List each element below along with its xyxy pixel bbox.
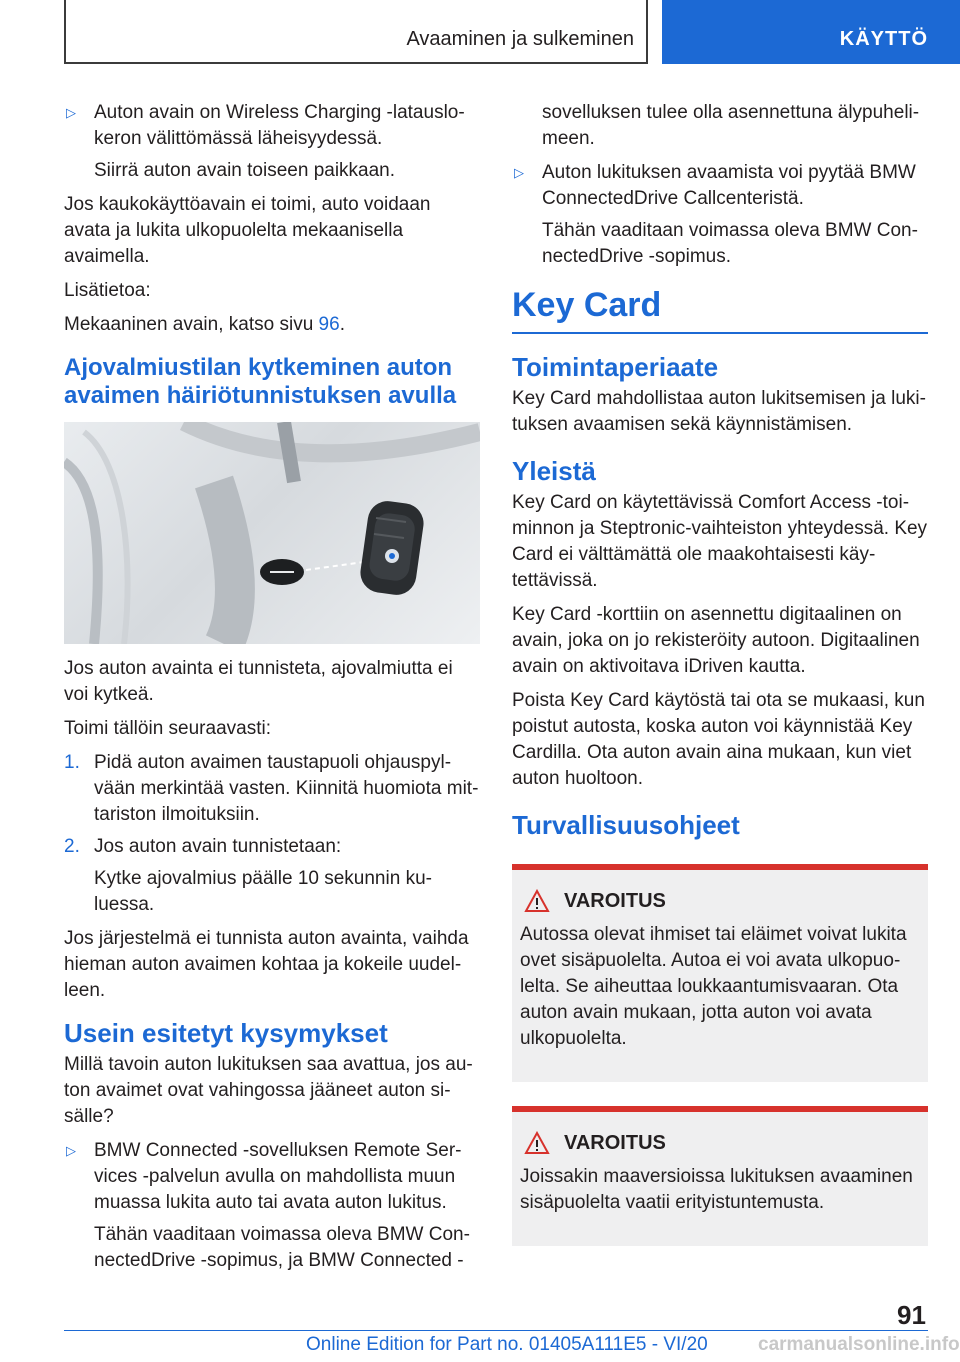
step-number: 1.: [64, 752, 80, 773]
watermark: carmanualsonline.info: [758, 1334, 960, 1355]
paragraph: Key Card mahdollistaa auton lukitsemisen ja lukituksen avaamisen sekä käynnistämisen.: [512, 388, 926, 435]
steering-column-illustration: [64, 422, 480, 644]
section-heading-standby: Ajovalmiustilan kytkeminen auton avaimen häiriötunnistuksen avulla: [64, 354, 457, 409]
list-item: ▷ Auton lukituksen avaamista voi pyytää BMW ConnectedDrive Callcenteristä.: [514, 162, 916, 209]
paragraph: Poista Key Card käytöstä tai ota se mukaasi, kun poistut autosta, koska auton voi käynnistää Key Cardilla. Ota auton avain aina mukaan, kun viet auton huoltoon.: [512, 690, 925, 789]
paragraph: Lisätietoa:: [64, 280, 151, 301]
left-column: [64, 100, 480, 1282]
list-item: ▷ BMW Connected -sovelluksen Remote Services -palvelun avulla on mahdollista muun muassa lukita auto tai avata auton lukitus.: [66, 1140, 462, 1213]
bullet-subtext: Tähän vaaditaan voimassa oleva BMW ConnectedDrive -sopimus, ja BMW Connected -: [94, 1224, 470, 1271]
steering-column-key-image: [64, 422, 480, 644]
paragraph: Key Card -korttiin on asennettu digitaalinen on avain, joka on jo rekisteröity autoon. Digitaalinen avain on aktivoitava iDriven kautta.: [512, 604, 920, 677]
bullet-subtext: sovelluksen tulee olla asennettuna älypuhelimeen.: [542, 102, 920, 149]
bullet-subtext: Tähän vaaditaan voimassa oleva BMW ConnectedDrive -sopimus.: [542, 220, 918, 267]
step-subtext: Kytke ajovalmius päälle 10 sekunnin kuluessa.: [94, 868, 432, 915]
triangle-bullet-icon: ▷: [66, 1143, 76, 1158]
header-chapter-box: [64, 0, 648, 64]
warning-text: Joissakin maaversioissa lukituksen avaaminen sisäpuolelta vaatii erityistuntemusta.: [520, 1166, 913, 1213]
paragraph: Jos järjestelmä ei tunnista auton avainta, vaihda hieman auton avaimen kohtaa ja kokeile uudelleen.: [64, 928, 469, 1001]
paragraph: Mekaaninen avain, katso sivu 96.: [64, 314, 345, 335]
section-heading-general: Yleistä: [512, 456, 596, 486]
section-heading-safety: Turvallisuusohjeet: [512, 810, 740, 840]
paragraph: Jos kaukokäyttöavain ei toimi, auto voidaan avata ja lukita ulkopuolelta mekaanisella avaimella.: [64, 194, 431, 267]
warning-triangle-icon: [524, 1131, 550, 1155]
section-label: KÄYTTÖ: [839, 28, 928, 50]
warning-title: VAROITUS: [564, 1132, 666, 1154]
list-item: 1. Pidä auton avaimen taustapuoli ohjauspylvään merkintää vasten. Kiinnitä huomiota mittariston ilmoituksiin.: [64, 752, 479, 825]
paragraph: Jos auton avainta ei tunnisteta, ajovalmiutta ei voi kytkeä.: [64, 658, 453, 705]
right-column: [512, 100, 928, 1246]
header-section-tab: [662, 0, 960, 64]
warning-box: [512, 1106, 928, 1246]
list-item: 2. Jos auton avain tunnistetaan:: [64, 834, 480, 860]
paragraph: Key Card on käytettävissä Comfort Access -toiminnon ja Steptronic-vaihteiston yhteydessä. Key Card ei välttämättä ole maakohtaisesti käytettävissä.: [512, 492, 928, 591]
warning-box: [512, 864, 928, 1082]
section-heading-principle: Toimintaperiaate: [512, 352, 719, 382]
page-number: 91: [897, 1300, 926, 1330]
section-heading-faq: Usein esitetyt kysymykset: [64, 1018, 388, 1048]
page-reference-link[interactable]: 96: [318, 314, 340, 335]
footer-edition: Online Edition for Part no. 01405A111E5 - VI/20: [306, 1334, 708, 1355]
triangle-bullet-icon: ▷: [66, 105, 76, 120]
triangle-bullet-icon: ▷: [514, 165, 524, 180]
warning-text: Autossa olevat ihmiset tai eläimet voivat lukita ovet sisäpuolelta. Autoa ei voi avata ulkopuolelta. Se aiheuttaa loukkaantumisvaaran. Ota auton avain mukaan, jotta auton voi avata ulkopuolelta.: [520, 924, 907, 1049]
bullet-subtext: Siirrä auton avain toiseen paikkaan.: [94, 160, 396, 181]
step-number: 2.: [64, 836, 80, 857]
faq-question: Millä tavoin auton lukituksen saa avattua, jos auton avaimet ovat vahingossa jääneet auton sisälle?: [64, 1054, 473, 1127]
warning-triangle-icon: [524, 889, 550, 913]
warning-title: VAROITUS: [564, 890, 666, 912]
chapter-heading-key-card: Key Card: [512, 282, 928, 334]
chapter-title: Avaaminen ja sulkeminen: [406, 28, 634, 50]
footer-divider: [64, 1330, 928, 1331]
paragraph: Toimi tällöin seuraavasti:: [64, 718, 271, 739]
list-item: ▷ Auton avain on Wireless Charging -latauslokeron välittömässä läheisyydessä.: [66, 102, 465, 149]
